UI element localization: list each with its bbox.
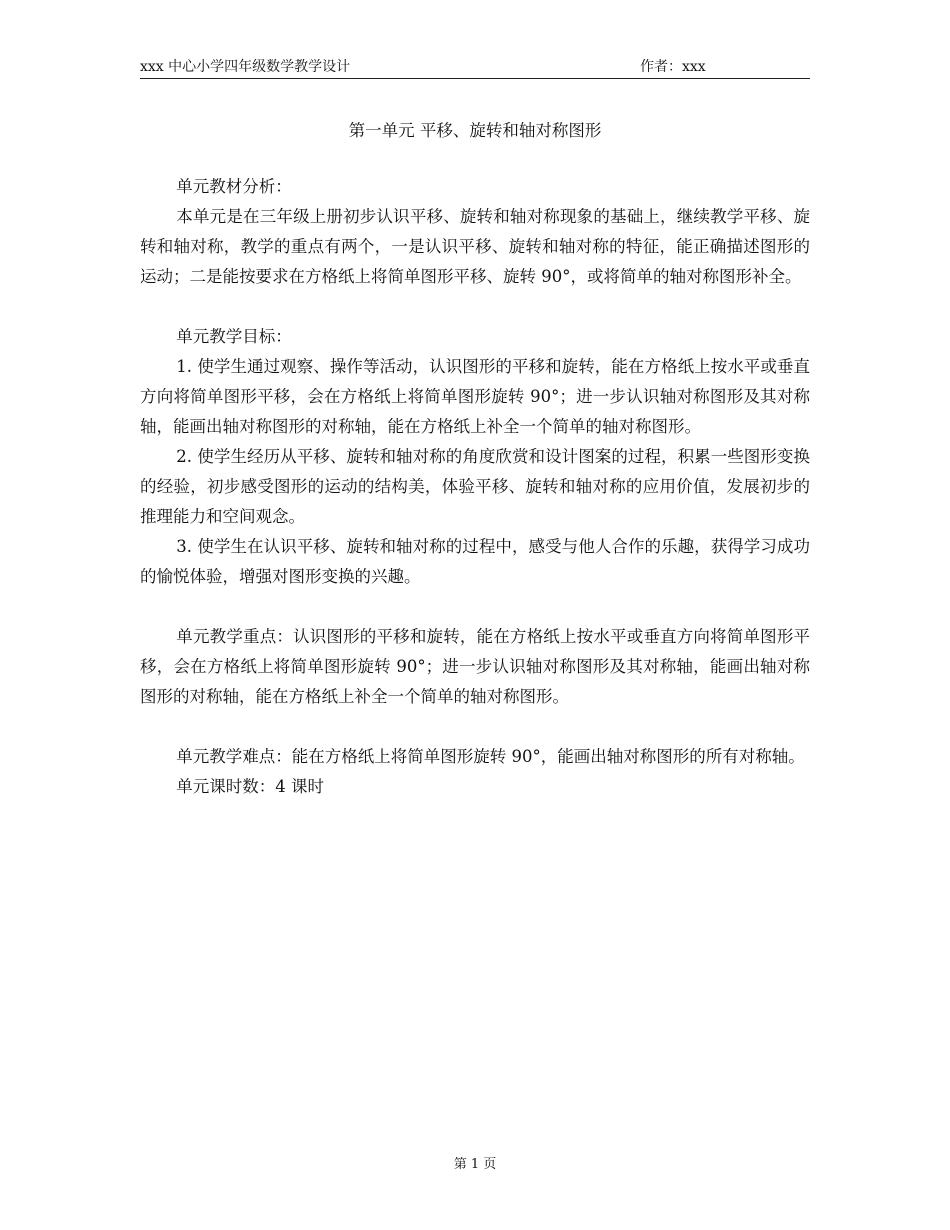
page-number: 第 1 页 [453, 1157, 497, 1172]
spacer [140, 592, 810, 622]
goals-heading: 单元教学目标： [176, 327, 292, 346]
page-header [140, 58, 810, 79]
analysis-body: 本单元是在三年级上册初步认识平移、旋转和轴对称现象的基础上，继续教学平移、旋转和轴对称，教学的重点有两个，一是认识平移、旋转和轴对称的特征，能正确描述图形的运动；二是能按要求在方格纸上将简单图形平移、旋转 90°，或将简单的轴对称图形补全。 [140, 207, 810, 286]
key-points: 单元教学重点：认识图形的平移和旋转，能在方格纸上按水平或垂直方向将简单图形平移，会在方格纸上将简单图形旋转 90°；进一步认识轴对称图形及其对称轴，能画出轴对称图形的对称轴，能在方格纸上补全一个简单的轴对称图形。 [140, 627, 810, 706]
unit-title: 第一单元 平移、旋转和轴对称图形 [348, 121, 602, 140]
difficulties: 单元教学难点：能在方格纸上将简单图形旋转 90°，能画出轴对称图形的所有对称轴。 [176, 747, 805, 766]
goal-item-1: 1. 使学生通过观察、操作等活动，认识图形的平移和旋转，能在方格纸上按水平或垂直方向将简单图形平移，会在方格纸上将简单图形旋转 90°；进一步认识轴对称图形及其对称轴，能画出轴对称图形的对称轴，能在方格纸上补全一个简单的轴对称图形。 [140, 357, 810, 436]
analysis-heading: 单元教材分析： [176, 177, 292, 196]
spacer [140, 292, 810, 322]
goal-item-2: 2. 使学生经历从平移、旋转和轴对称的角度欣赏和设计图案的过程，积累一些图形变换的经验，初步感受图形的运动的结构美，体验平移、旋转和轴对称的应用价值，发展初步的推理能力和空间观念。 [140, 447, 810, 526]
goal-item-3: 3. 使学生在认识平移、旋转和轴对称的过程中，感受与他人合作的乐趣，获得学习成功的愉悦体验，增强对图形变换的兴趣。 [140, 537, 810, 586]
class-hours: 单元课时数：4 课时 [176, 777, 325, 796]
header-author: 作者：xxx [640, 59, 706, 75]
spacer [140, 712, 810, 742]
document-body [140, 118, 810, 802]
header-school-title: xxx 中心小学四年级数学教学设计 [140, 59, 351, 75]
